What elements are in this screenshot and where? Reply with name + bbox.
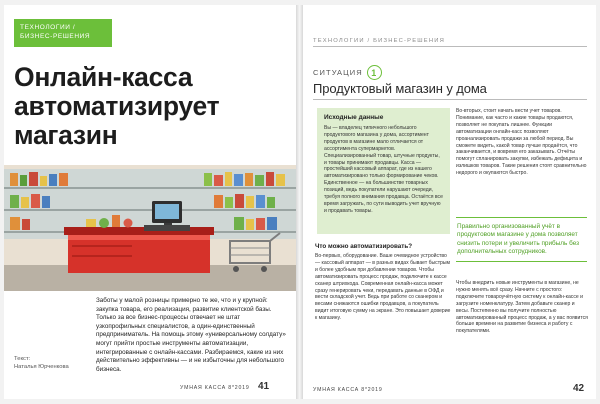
header-rule (313, 46, 587, 47)
section-subtitle: Продуктовый магазин у дома (313, 81, 487, 96)
situation-text: СИТУАЦИЯ (313, 68, 363, 77)
store-checkout-photo (4, 165, 296, 291)
data-box-text: Вы — владелец типичного небольшого продуктового магазина у дома, ассортимент продуктов в магазине мало отличается от ассортимента супермаркетов. Специализированный товар, штучные продукты, и товары принимают продавцы. Касса — простейший кассовый аппарат, где из нашего автоматизировано только формирование чеков. Единственное — на большинстве товарных позиций, ведь покупатели нарушают очереди, требуя полного внимания продавца. Остаётся все время загружать, по сути выводить учет вручную и продавать товары. (324, 125, 443, 214)
right-column-text-top: Во-вторых, стоит начать вести учет товаров. Понимание, как часто и какие товары продаются, позволяет не покупать лишнее. Функции автоматизации онлайн-касс позволяют проанализировать продажи за любой период. Вы сможете видеть, какой товар лучше продаётся, что заканчивается, и вовремя его заказывать. Отчёты помогут спланировать закупки, избежать дефицита и излишков товаров. Такие решения стоят сравнительно недорого и окупаются быстро. (456, 108, 587, 177)
initial-data-box (317, 108, 450, 234)
situation-number-badge: 1 (367, 65, 382, 80)
right-column-text-bottom: Чтобы внедрить новые инструменты в магазине, не нужно менять всё сразу. Начните с простого: подключите товароучётную систему к онлайн-кассе и загрузите номенклатуру. Затем добавьте сканер и весы. Постепенно вы получите полностью автоматизированный процесс продаж, а у вас появится больше времени на развитие бизнеса и работу с покупателями. (456, 280, 588, 335)
rubric-header: ТЕХНОЛОГИИ / БИЗНЕС-РЕШЕНИЯ (313, 38, 446, 44)
data-box-title: Исходные данные (324, 114, 384, 121)
spine (296, 5, 303, 399)
byline (14, 355, 69, 371)
folio-right: УМНАЯ КАССА 8*2019 (313, 387, 383, 393)
page-number-right: 42 (573, 383, 585, 394)
article-intro: Заботы у малой розницы примерно те же, что и у крупной: закупка товара, его реализация, развитие клиентской базы. Только за все бизнес-процессы отвечает не штат узкопрофильных специалистов, а один-единственный предприниматель. На помощь этому «универсальному солдату» могут прийти простые инструменты автоматизации, интегрированные с онлайн-кассами. Разбираемся, какие из них действительно эффективны — и не избыточны для небольшого бизнеса. (96, 297, 286, 373)
article-headline: Онлайн-касса автоматизирует магазин (14, 62, 220, 150)
byline-author: Наталья Юрченкова (14, 364, 69, 370)
rubric-tag: ТЕХНОЛОГИИ / БИЗНЕС-РЕШЕНИЯ (14, 19, 112, 47)
column-heading: Что можно автоматизировать? (315, 243, 413, 250)
right-page (303, 5, 596, 399)
left-page (4, 5, 296, 399)
folio-left: УМНАЯ КАССА 8*2019 (180, 385, 250, 391)
situation-label (313, 65, 382, 80)
subtitle-rule (313, 99, 587, 100)
left-column-text: Во-первых, оборудование. Ваше очевидное устройство — кассовый аппарат — в разных видах бывает быстрым и более удобным при добавлении товаров. Чтобы автоматизировать процесс продаж, подключите к кассе сканер штрихкода. Современная онлайн-касса может сразу генерировать чеки, передавать данные в ОФД и вести складской учет. Ведь при работе со сканером и весами снижаются ошибки продавцов, а покупатель видит итоговую сумму на экране. Это повышает доверие к магазину. (315, 253, 451, 322)
pull-quote: Правильно организованный учёт в продуктовом магазине у дома позволяет снизить потери и увеличить прибыль без дополнительных сотрудников. (456, 217, 587, 262)
red-cash-desk (64, 227, 214, 273)
page-number-left: 41 (258, 381, 270, 392)
byline-label: Текст: (14, 356, 31, 362)
